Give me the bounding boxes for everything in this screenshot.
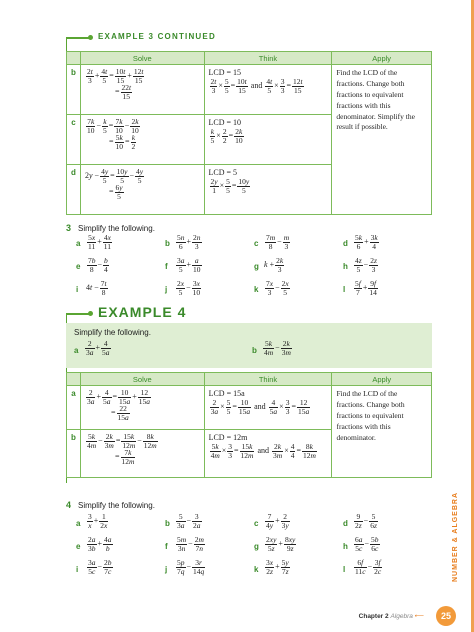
q4-expr-j: $\frac{5p}{7q}$ − $\frac{3r}{14q}$ <box>177 558 205 576</box>
q3-label-e: e <box>76 262 81 271</box>
q4-label-a: a <box>76 519 81 528</box>
q4-label-g: g <box>254 542 259 551</box>
example4-rule <box>66 313 90 315</box>
q4-expr-f: $\frac{5m}{3n}$ − $\frac{2m}{7n}$ <box>177 535 204 553</box>
question3-number: 3 <box>66 223 72 233</box>
question4-prompt: Simplify the following. <box>78 501 155 510</box>
q4-expr-c: $\frac{7}{4y}$ + $\frac{2}{3y}$ <box>266 512 289 530</box>
example3-row-d-solve: 2y − $\frac{4y}{5}$ = $\frac{10y}{5}$ − $\frac{4y}{5}$ = $\frac{6y}{5}$ <box>80 165 204 215</box>
q4-label-f: f <box>165 542 168 551</box>
example3-header-think: Think <box>204 52 332 65</box>
q3-label-c: c <box>254 239 259 248</box>
example4-row-b-think: LCD = 12m $\frac{5k}{4m}$ × $\frac{3}{3}$ = $\frac{15k}{12m}$ and $\frac{2k}{3m}$ × $\frac{4}{4}$ = $\frac{8k}{12m}$ <box>204 430 332 478</box>
q3-expr-j: $\frac{2x}{5}$ − $\frac{3x}{10}$ <box>177 279 201 297</box>
example3-row-b-think: LCD = 15 $\frac{2t}{3}$ × $\frac{5}{5}$ = $\frac{10t}{15}$ and $\frac{4t}{5}$ × $\frac{3}{3}$ = $\frac{12t}{15}$ <box>204 65 332 115</box>
q3-expr-k: $\frac{7x}{3}$ − $\frac{2x}{5}$ <box>266 279 289 297</box>
example4-title: EXAMPLE 4 <box>98 304 187 320</box>
q3-expr-i: 4t − $\frac{7t}{8}$ <box>86 279 107 297</box>
example4-table <box>66 372 432 478</box>
footer-arrow-icon: ⟵ <box>414 613 424 620</box>
example3-row-d-label: d <box>67 165 81 215</box>
q3-label-g: g <box>254 262 259 271</box>
q4-label-e: e <box>76 542 81 551</box>
q4-expr-i: $\frac{3a}{5c}$ − $\frac{2b}{7c}$ <box>88 558 112 576</box>
q3-expr-e: $\frac{7b}{8}$ − $\frac{b}{4}$ <box>88 256 108 274</box>
example3-corner <box>67 52 81 65</box>
q3-label-i: i <box>76 285 79 294</box>
example4-corner <box>67 373 81 386</box>
example3-table <box>66 51 432 215</box>
example4-dot <box>88 311 93 316</box>
example3-dot <box>88 35 93 40</box>
q3-expr-l: $\frac{5f}{7}$ + $\frac{9f}{14}$ <box>355 279 377 297</box>
q4-expr-g: $\frac{2xy}{5z}$ + $\frac{8xy}{9z}$ <box>266 535 296 553</box>
q4-label-h: h <box>343 542 348 551</box>
q3-expr-d: $\frac{5k}{6}$ + $\frac{3k}{4}$ <box>355 233 378 251</box>
q4-label-c: c <box>254 519 259 528</box>
question3-prompt: Simplify the following. <box>78 224 155 233</box>
page-footer <box>359 612 424 620</box>
example4-label-b: b <box>252 346 257 355</box>
example3-rule <box>66 37 90 39</box>
q4-expr-b: $\frac{5}{3a}$ − $\frac{3}{2a}$ <box>177 512 201 530</box>
q3-expr-g: k + $\frac{2k}{3}$ <box>264 256 284 274</box>
q4-label-d: d <box>343 519 348 528</box>
example4-label-a: a <box>74 346 79 355</box>
q3-label-j: j <box>165 285 168 294</box>
q3-expr-c: $\frac{7m}{8}$ − $\frac{m}{3}$ <box>266 233 290 251</box>
example4-prompt: Simplify the following. <box>74 328 151 337</box>
example3-row-d-think: LCD = 5 $\frac{2y}{1}$ × $\frac{5}{5}$ = $\frac{10y}{5}$ <box>204 165 332 215</box>
example4-header-think: Think <box>204 373 332 386</box>
example3-row-c-think: LCD = 10 $\frac{k}{5}$ × $\frac{2}{2}$ = $\frac{2k}{10}$ <box>204 115 332 165</box>
question4-number: 4 <box>66 500 72 510</box>
example3-apply: Find the LCD of the fractions. Change both fractions to equivalent fractions with this denominator. Simplify the result if possible. <box>332 65 432 215</box>
example4-expr-a: $\frac{2}{3a}$ + $\frac{4}{5a}$ <box>86 339 110 357</box>
example4-header-apply: Apply <box>332 373 432 386</box>
example4-apply: Find the LCD of the fractions. Change both fractions to equivalent fractions with this denominator. <box>332 386 432 478</box>
example4-row-a-label: a <box>67 386 81 430</box>
example4-expr-b: $\frac{5k}{4m}$ − $\frac{2k}{3m}$ <box>264 339 291 357</box>
q4-expr-e: $\frac{2a}{3b}$ + $\frac{4a}{b}$ <box>88 535 112 553</box>
example4-row-a-solve: $\frac{2}{3a}$ + $\frac{4}{5a}$ = $\frac{10}{15a}$ + $\frac{12}{15a}$ = $\frac{22}{15a}$ <box>80 386 204 430</box>
q4-expr-k: $\frac{3x}{2z}$ + $\frac{5y}{7z}$ <box>266 558 289 576</box>
example3-row-b-label: b <box>67 65 81 115</box>
q3-label-a: a <box>76 239 81 248</box>
q3-expr-f: $\frac{3a}{5}$ + $\frac{a}{10}$ <box>177 256 201 274</box>
q3-label-h: h <box>343 262 348 271</box>
q4-expr-l: $\frac{6f}{11c}$ − $\frac{3f}{2c}$ <box>355 558 382 576</box>
q3-expr-a: $\frac{5x}{11}$ + $\frac{4x}{11}$ <box>88 233 111 251</box>
example3-title: EXAMPLE 3 CONTINUED <box>98 32 216 41</box>
page-number: 25 <box>436 606 456 626</box>
q3-label-b: b <box>165 239 170 248</box>
sidebar-strand-label: NUMBER & ALGEBRA <box>452 491 459 582</box>
q4-expr-d: $\frac{9}{2z}$ − $\frac{5}{6z}$ <box>355 512 377 530</box>
example4-row-b-label: b <box>67 430 81 478</box>
example3-row-c-label: c <box>67 115 81 165</box>
example3-row-b-solve: $\frac{2t}{3}$ + $\frac{4t}{5}$ = $\frac{10t}{15}$ + $\frac{12t}{15}$ = $\frac{22t}{15}$ <box>80 65 204 115</box>
q4-label-j: j <box>165 565 168 574</box>
q3-label-k: k <box>254 285 259 294</box>
q3-expr-b: $\frac{5n}{6}$ + $\frac{2n}{3}$ <box>177 233 201 251</box>
example3-header-solve: Solve <box>80 52 204 65</box>
example4-row-b-solve: $\frac{5k}{4m}$ − $\frac{2k}{3m}$ = $\frac{15k}{12m}$ − $\frac{8k}{12m}$ = $\frac{7k}{12m}$ <box>80 430 204 478</box>
q3-label-l: l <box>343 285 346 294</box>
footer-chapter: Chapter 2 <box>358 613 389 620</box>
example3-header-apply: Apply <box>332 52 432 65</box>
q3-expr-h: $\frac{4z}{5}$ − $\frac{2z}{3}$ <box>355 256 377 274</box>
example3-row-c-solve: $\frac{7k}{10}$ − $\frac{k}{5}$ = $\frac{7k}{10}$ − $\frac{2k}{10}$ = $\frac{5k}{10}$ = $\frac{k}{2}$ <box>80 115 204 165</box>
q4-label-b: b <box>165 519 170 528</box>
example4-row-a-think: LCD = 15a $\frac{2}{3a}$ × $\frac{5}{5}$ = $\frac{10}{15a}$ and $\frac{4}{5a}$ × $\frac{3}{3}$ = $\frac{12}{15a}$ <box>204 386 332 430</box>
q3-label-d: d <box>343 239 348 248</box>
q4-expr-a: $\frac{3}{x}$ + $\frac{1}{2x}$ <box>88 512 108 530</box>
q4-label-i: i <box>76 565 79 574</box>
q4-expr-h: $\frac{6a}{5c}$ − $\frac{5b}{6c}$ <box>355 535 379 553</box>
q4-label-l: l <box>343 565 346 574</box>
q3-label-f: f <box>165 262 168 271</box>
footer-subject: Algebra <box>390 613 413 620</box>
q4-label-k: k <box>254 565 259 574</box>
example4-header-solve: Solve <box>80 373 204 386</box>
